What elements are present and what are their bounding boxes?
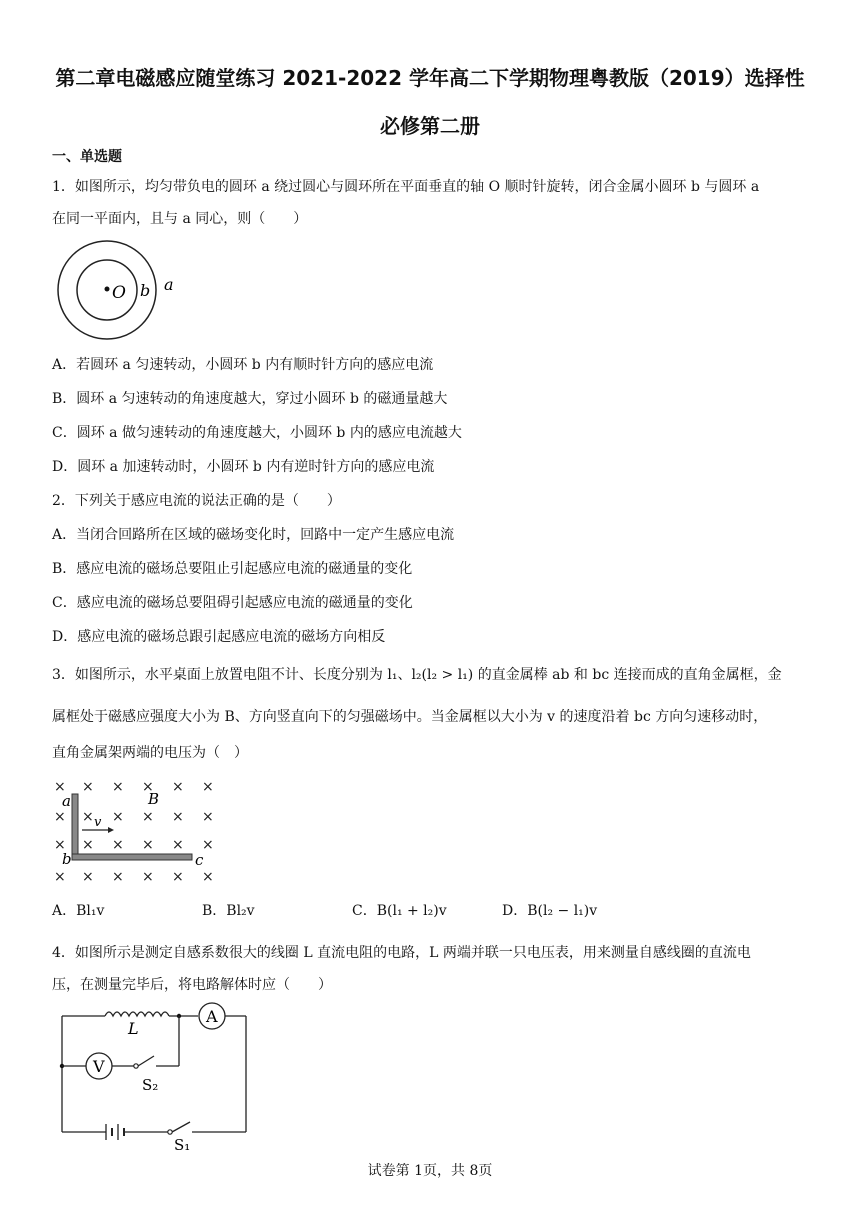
field-cross: × — [202, 779, 214, 795]
label-b: b — [62, 850, 72, 868]
field-cross: × — [112, 779, 124, 795]
q3-stem-line-3: 直角金属架两端的电压为（ ） — [52, 745, 248, 761]
q1-ring-figure — [52, 236, 192, 346]
title-line-1: 第二章电磁感应随堂练习 2021-2022 学年高二下学期物理粤教版（2019）选择性 — [55, 66, 805, 90]
q2-option-c: C．感应电流的磁场总要阻碍引起感应电流的磁通量的变化 — [52, 595, 413, 611]
field-cross: × — [172, 869, 184, 884]
field-cross: × — [54, 809, 66, 825]
switch-s2-shape — [138, 1056, 154, 1066]
field-cross: × — [54, 779, 66, 795]
q3-option-c: C．B(l₁ + l₂)v — [352, 903, 447, 919]
label-a: a — [164, 275, 174, 294]
q4-stem-line-1: 4．如图所示是测定自感系数很大的线圈 L 直流电阻的电路，L 两端并联一只电压表，用来测量自感线圈的直流电 — [52, 945, 751, 961]
center-dot — [105, 287, 110, 292]
q3-magnetic-field-figure — [50, 772, 220, 884]
q1-stem-line-2: 在同一平面内，且与 a 同心，则（ ） — [52, 211, 308, 227]
q1-option-b: B．圆环 a 匀速转动的角速度越大，穿过小圆环 b 的磁通量越大 — [52, 391, 448, 407]
section-heading: 一、单选题 — [52, 149, 122, 165]
field-cross: × — [142, 779, 154, 795]
q4-circuit-figure — [50, 1000, 260, 1152]
field-cross: × — [172, 779, 184, 795]
label-voltmeter: V — [93, 1057, 105, 1076]
q1-option-c: C．圆环 a 做匀速转动的角速度越大，小圆环 b 内的感应电流越大 — [52, 425, 462, 441]
label-field-b: B — [148, 790, 160, 808]
field-cross: × — [202, 837, 214, 853]
field-cross: × — [82, 779, 94, 795]
velocity-arrowhead — [108, 827, 114, 833]
q1-stem-line-1: 1．如图所示，均匀带负电的圆环 a 绕过圆心与圆环所在平面垂直的轴 O 顺时针旋转，闭合金属小圆环 b 与圆环 a — [52, 179, 760, 195]
label-s2: S₂ — [142, 1076, 159, 1094]
field-cross: × — [112, 837, 124, 853]
q3-option-d: D．B(l₂ − l₁)v — [502, 903, 598, 919]
q2-stem: 2．下列关于感应电流的说法正确的是（ ） — [52, 493, 341, 509]
switch-s1-shape — [172, 1122, 190, 1132]
label-ammeter: A — [206, 1007, 218, 1026]
inductor-coil-shape — [105, 1012, 169, 1016]
field-cross: × — [202, 869, 214, 884]
field-cross: × — [82, 869, 94, 884]
field-cross: × — [172, 837, 184, 853]
field-cross: × — [142, 837, 154, 853]
label-c: c — [195, 851, 204, 869]
q3-stem-line-2: 属框处于磁感应强度大小为 B、方向竖直向下的匀强磁场中。当金属框以大小为 v 的速度沿着 bc 方向匀速移动时， — [52, 709, 768, 725]
q3-option-a: A．Bl₁v — [52, 903, 105, 919]
q4-stem-line-2: 压，在测量完毕后，将电路解体时应（ ） — [52, 977, 332, 993]
label-v: v — [94, 815, 102, 830]
field-cross: × — [202, 809, 214, 825]
field-cross: × — [142, 869, 154, 884]
field-cross: × — [82, 809, 94, 825]
q2-option-b: B．感应电流的磁场总要阻止引起感应电流的磁通量的变化 — [52, 561, 413, 577]
q1-option-d: D．圆环 a 加速转动时，小圆环 b 内有逆时针方向的感应电流 — [52, 459, 435, 475]
rod-ab-shape — [72, 794, 78, 860]
q3-option-b: B．Bl₂v — [202, 903, 255, 919]
q1-option-a: A．若圆环 a 匀速转动，小圆环 b 内有顺时针方向的感应电流 — [52, 357, 434, 373]
field-cross: × — [112, 869, 124, 884]
rod-bc-shape — [72, 854, 192, 860]
field-cross: × — [82, 837, 94, 853]
q3-stem-line-1: 3．如图所示，水平桌面上放置电阻不计、长度分别为 l₁、l₂(l₂ > l₁) 的直金属棒 ab 和 bc 连接而成的直角金属框，金 — [52, 667, 782, 683]
label-o: O — [112, 283, 126, 303]
field-cross: × — [54, 837, 66, 853]
q2-option-d: D．感应电流的磁场总跟引起感应电流的磁场方向相反 — [52, 629, 386, 645]
field-cross: × — [172, 809, 184, 825]
field-cross: × — [54, 869, 66, 884]
label-s1: S₁ — [174, 1136, 191, 1152]
page-footer: 试卷第 1页，共 8页 — [367, 1163, 493, 1179]
label-a: a — [62, 792, 71, 810]
q2-option-a: A．当闭合回路所在区域的磁场变化时，回路中一定产生感应电流 — [52, 527, 455, 543]
title-line-2: 必修第二册 — [380, 114, 480, 138]
label-b: b — [140, 281, 151, 300]
field-cross: × — [112, 809, 124, 825]
field-cross: × — [142, 809, 154, 825]
label-inductor: L — [128, 1019, 139, 1038]
